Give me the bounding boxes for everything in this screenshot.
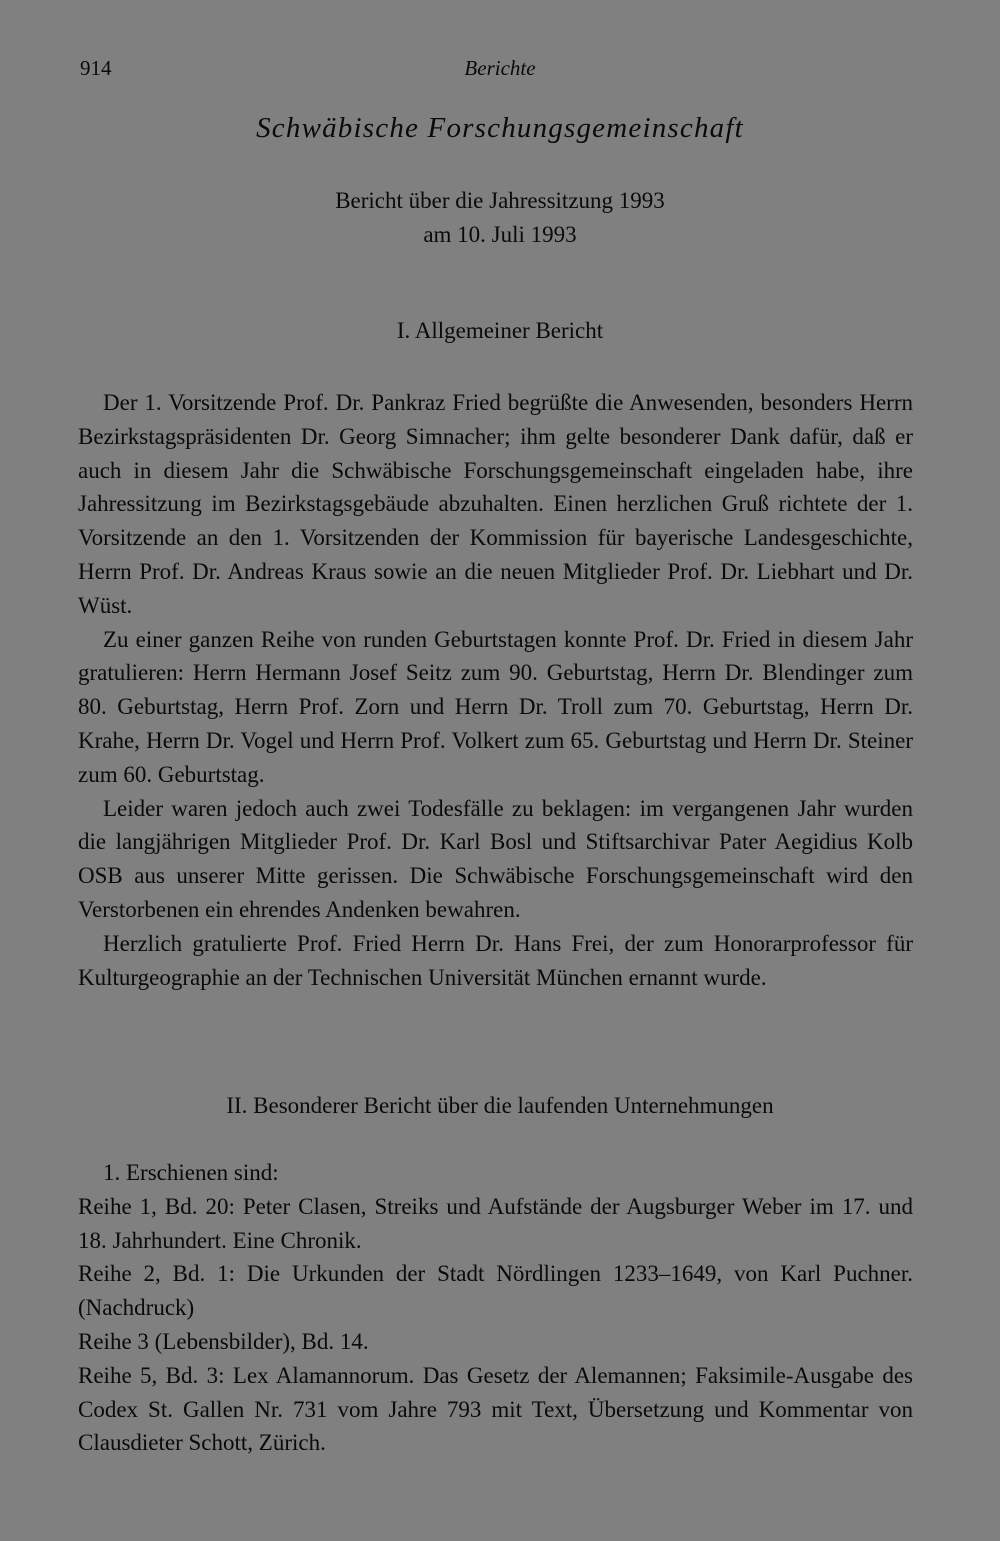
- paragraph: Der 1. Vorsitzende Prof. Dr. Pankraz Fried begrüßte die Anwesenden, besonders Herrn Bezirkstagspräsidenten Dr. Georg Simnacher; ihm gelte besonderer Dank dafür, daß er auch in diesem Jahr die Schwäbische Forschungsgemeinschaft eingeladen habe, ihre Jahressitzung im Bezirkstagsgebäude abzuhalten. Einen herzlichen Gruß richtete der 1. Vorsitzende an den 1. Vorsitzenden der Kommission für bayerische Landesgeschichte, Herrn Prof. Dr. Andreas Kraus sowie an die neuen Mitglieder Prof. Dr. Liebhart und Dr. Wüst.: [78, 390, 913, 618]
- subtitle-date-line: am 10. Juli 1993: [423, 222, 577, 247]
- publication-entry: Reihe 1, Bd. 20: Peter Clasen, Streiks und Aufstände der Augsburger Weber im 17. und 18. Jahrhundert. Eine Chronik.: [78, 1193, 913, 1253]
- section-heading-special-report: II. Besonderer Bericht über die laufenden Unternehmungen: [226, 1093, 774, 1118]
- publication-entry: Reihe 3 (Lebensbilder), Bd. 14.: [78, 1328, 369, 1354]
- special-report-body: [78, 1156, 913, 1460]
- article-title: Schwäbische Forschungsgemeinschaft: [256, 112, 744, 144]
- paragraph: Zu einer ganzen Reihe von runden Geburtstagen konnte Prof. Dr. Fried in diesem Jahr gratulieren: Herrn Hermann Josef Seitz zum 90. Geburtstag, Herrn Dr. Blendinger zum 80. Geburtstag, Herrn Prof. Zorn und Herrn Dr. Troll zum 70. Geburtstag, Herrn Dr. Krahe, Herrn Dr. Vogel und Herrn Prof. Volkert zum 65. Geburtstag und Herrn Dr. Steiner zum 60. Geburtstag.: [78, 626, 913, 787]
- general-report-body: [78, 386, 913, 994]
- page-number: 914: [80, 56, 112, 80]
- publication-entry: Reihe 5, Bd. 3: Lex Alamannorum. Das Gesetz der Alemannen; Faksimile-Ausgabe des Codex St. Gallen Nr. 731 vom Jahre 793 mit Text, Übersetzung und Kommentar von Clausdieter Schott, Zürich.: [78, 1362, 913, 1456]
- article-subtitle: [0, 184, 1000, 252]
- publication-entry: Reihe 2, Bd. 1: Die Urkunden der Stadt Nördlingen 1233–1649, von Karl Puchner. (Nachdruck): [78, 1261, 913, 1321]
- subtitle-line: Bericht über die Jahressitzung 1993: [335, 188, 665, 213]
- list-intro: 1. Erschienen sind:: [103, 1160, 279, 1185]
- running-head: Berichte: [464, 56, 536, 80]
- paragraph: Herzlich gratulierte Prof. Fried Herrn Dr. Hans Frei, der zum Honorarprofessor für Kulturgeographie an der Technischen Universität München ernannt wurde.: [78, 930, 913, 990]
- section-heading-general-report: I. Allgemeiner Bericht: [396, 318, 604, 343]
- page-header: [80, 56, 920, 86]
- paragraph: Leider waren jedoch auch zwei Todesfälle zu beklagen: im vergangenen Jahr wurden die langjährigen Mitglieder Prof. Dr. Karl Bosl und Stiftsarchivar Pater Aegidius Kolb OSB aus unserer Mitte gerissen. Die Schwäbische Forschungsgemeinschaft wird den Verstorbenen ein ehrendes Andenken bewahren.: [78, 795, 913, 922]
